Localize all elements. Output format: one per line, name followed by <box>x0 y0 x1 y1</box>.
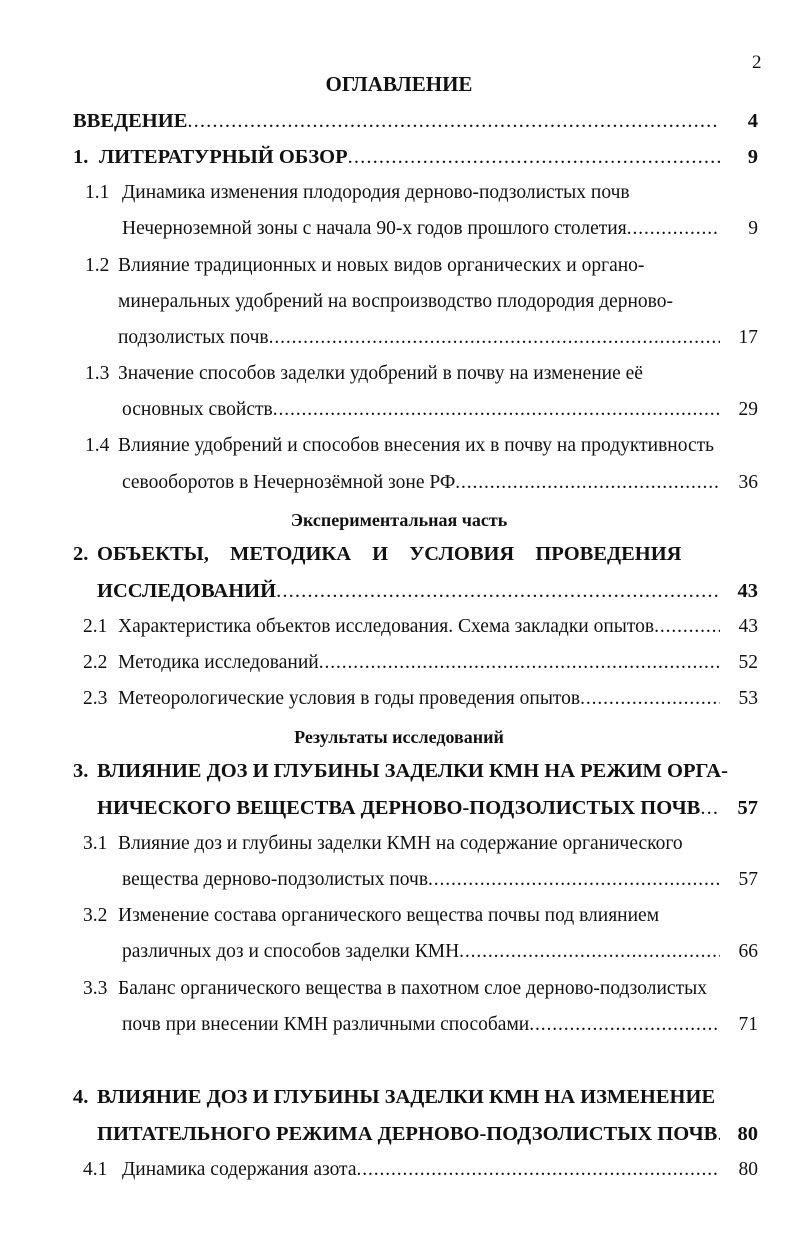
dot-leader <box>356 1159 720 1181</box>
dot-leader <box>273 399 720 421</box>
toc-entry-page: 80 <box>738 1159 758 1180</box>
section-heading-experimental: Экспериментальная часть <box>290 510 508 530</box>
toc-entry-page: 36 <box>738 472 758 493</box>
toc-entry-number: 3.2 <box>83 905 108 926</box>
toc-entry-page: 17 <box>738 327 758 348</box>
toc-entry-page: 53 <box>738 688 758 709</box>
dot-leader <box>276 580 720 603</box>
toc-entry-2-3 <box>0 688 798 716</box>
toc-entry-text-line: ВЛИЯНИЕ ДОЗ И ГЛУБИНЫ ЗАДЕЛКИ КМН НА РЕЖИМ ОРГА- <box>97 760 728 782</box>
toc-entry-page: 29 <box>738 399 758 420</box>
toc-entry-text-line: минеральных удобрений на воспроизводство плодородия дерново- <box>118 291 673 312</box>
dot-leader <box>348 146 720 169</box>
toc-entry-text-line: ОБЪЕКТЫ, МЕТОДИКА И УСЛОВИЯ ПРОВЕДЕНИЯ <box>97 543 682 565</box>
toc-entry-page: 57 <box>738 869 758 890</box>
toc-entry-number: 1. <box>73 146 89 168</box>
toc-entry-number: 3.1 <box>83 833 108 854</box>
toc-entry-text-line: Влияние доз и глубины заделки КМН на содержание органического <box>118 833 683 854</box>
dot-leader <box>654 616 720 638</box>
toc-entry-number: 2.1 <box>83 616 108 637</box>
toc-entry-text-line: ПИТАТЕЛЬНОГО РЕЖИМА ДЕРНОВО-ПОДЗОЛИСТЫХ ПОЧВ <box>97 1123 718 1145</box>
dot-leader <box>459 941 720 963</box>
toc-entry-text-line: вещества дерново-подзолистых почв <box>122 869 429 890</box>
toc-entry-text-line: НИЧЕСКОГО ВЕЩЕСТВА ДЕРНОВО-ПОДЗОЛИСТЫХ ПОЧВ <box>97 797 701 819</box>
dot-leader <box>700 797 720 820</box>
dot-leader <box>455 472 720 494</box>
dot-leader <box>187 110 720 133</box>
toc-entry-page: 52 <box>738 652 758 673</box>
toc-entry-page: 57 <box>737 797 758 819</box>
toc-entry-text: ВВЕДЕНИЕ <box>73 110 188 132</box>
dot-leader <box>627 218 720 240</box>
toc-entry-2-2 <box>0 652 798 680</box>
dot-leader <box>580 688 720 710</box>
toc-entry-text-line: Значение способов заделки удобрений в почву на изменение её <box>118 363 643 384</box>
dot-leader <box>717 1123 720 1146</box>
toc-entry-number: 1.4 <box>85 435 110 456</box>
toc-entry-number: 4. <box>73 1086 89 1108</box>
dot-leader <box>428 869 720 891</box>
toc-entry-text-line: севооборотов в Нечернозёмной зоне РФ <box>122 472 456 493</box>
toc-entry-text-line: Изменение состава органического вещества почвы под влиянием <box>118 905 660 926</box>
toc-entry-number: 1.3 <box>85 363 110 384</box>
toc-entry-text-line: различных доз и способов заделки КМН <box>122 941 460 962</box>
toc-entry-page: 43 <box>738 616 758 637</box>
toc-entry-text-line: Динамика изменения плодородия дерново-подзолистых почв <box>122 182 630 203</box>
toc-entry-text: Методика исследований <box>118 652 319 673</box>
toc-entry-text-line: почв при внесении КМН различными способами <box>122 1014 530 1035</box>
page-number: 2 <box>752 52 762 73</box>
toc-title: ОГЛАВЛЕНИЕ <box>325 72 473 96</box>
toc-entry-text: Метеорологические условия в годы проведения опытов <box>118 688 581 709</box>
toc-entry-number: 3. <box>73 760 89 782</box>
toc-entry-number: 1.1 <box>85 182 110 203</box>
toc-entry-page: 80 <box>737 1123 758 1145</box>
toc-entry-page: 43 <box>737 580 758 602</box>
toc-entry-text: Динамика содержания азота <box>122 1159 357 1180</box>
toc-entry-text-line: подзолистых почв <box>118 327 269 348</box>
toc-entry-chapter-1 <box>0 146 798 174</box>
toc-entry-text-line: Влияние традиционных и новых видов органических и органо- <box>118 255 645 276</box>
toc-entry-4-1 <box>0 1159 798 1187</box>
toc-entry-text-line: основных свойств <box>122 399 273 420</box>
toc-entry-text-line: Влияние удобрений и способов внесения их в почву на продуктивность <box>118 435 715 456</box>
toc-entry-introduction <box>0 110 798 138</box>
dot-leader <box>269 327 720 349</box>
toc-entry-number: 1.2 <box>85 255 110 276</box>
toc-entry-text-line: ВЛИЯНИЕ ДОЗ И ГЛУБИНЫ ЗАДЕЛКИ КМН НА ИЗМЕНЕНИЕ <box>97 1086 716 1108</box>
toc-entry-text: ЛИТЕРАТУРНЫЙ ОБЗОР <box>99 146 348 168</box>
toc-entry-number: 4.1 <box>83 1159 108 1180</box>
toc-entry-page: 71 <box>738 1014 758 1035</box>
toc-entry-number: 2.2 <box>83 652 108 673</box>
toc-entry-page: 66 <box>738 941 758 962</box>
section-heading-results: Результаты исследований <box>294 727 504 747</box>
toc-entry-text-line: Баланс органического вещества в пахотном слое дерново-подзолистых <box>118 978 707 999</box>
toc-entry-page: 9 <box>748 218 758 239</box>
toc-entry-page: 4 <box>747 110 758 132</box>
dot-leader <box>319 652 720 674</box>
toc-entry-page: 9 <box>747 146 758 168</box>
toc-entry-number: 2. <box>73 543 89 565</box>
toc-entry-number: 3.3 <box>83 978 108 999</box>
toc-entry-2-1 <box>0 616 798 644</box>
toc-entry-text: Характеристика объектов исследования. Схема закладки опытов <box>118 616 655 637</box>
toc-entry-number: 2.3 <box>83 688 108 709</box>
toc-entry-text-line: ИССЛЕДОВАНИЙ <box>97 580 277 602</box>
toc-entry-text-line: Нечерноземной зоны с начала 90-х годов прошлого столетия <box>122 218 627 239</box>
dot-leader <box>529 1014 720 1036</box>
